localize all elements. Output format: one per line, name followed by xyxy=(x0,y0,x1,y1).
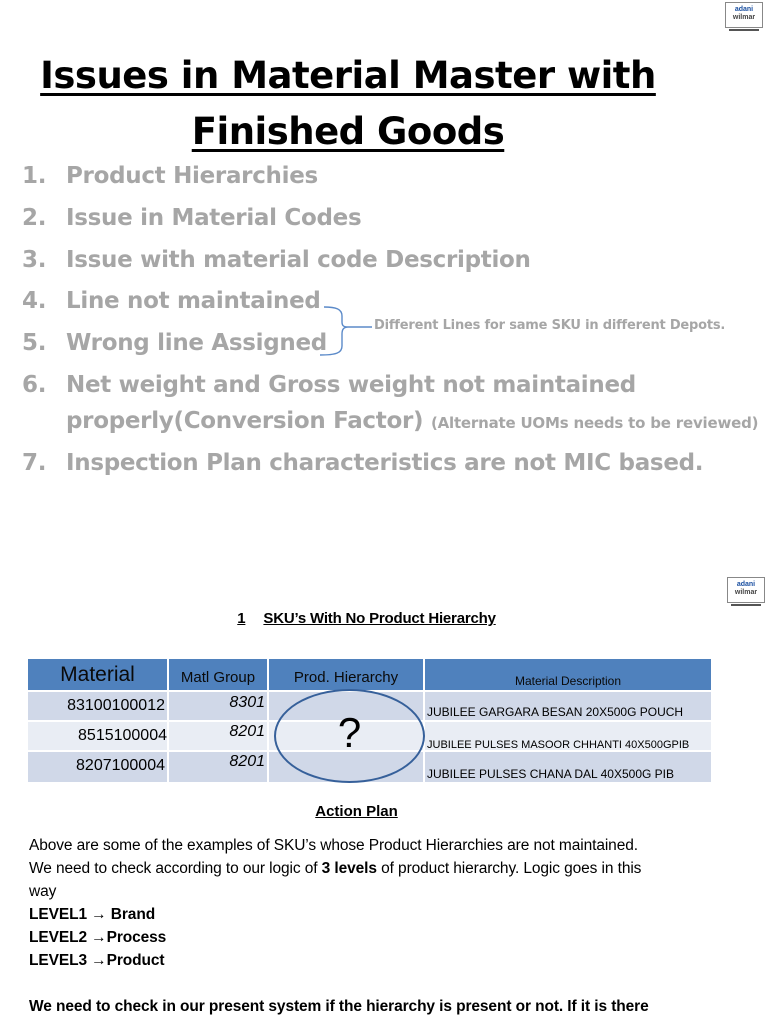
issue-number: 7. xyxy=(22,450,47,476)
issue-number: 3. xyxy=(22,247,47,273)
logo-line2: wilmar xyxy=(732,14,756,21)
section-heading xyxy=(0,610,733,627)
action-plan-line: We need to check according to our logic of 3 levels of product hierarchy. Logic goes in this xyxy=(29,860,642,877)
issue-note: (Alternate UOMs needs to be reviewed) xyxy=(430,414,759,432)
action-plan-heading: Action Plan xyxy=(315,803,398,820)
logo-line1: adani xyxy=(736,581,756,588)
level-item: LEVEL3 →Product xyxy=(29,952,165,969)
issue-text-continued: properly(Conversion Factor) xyxy=(66,408,424,434)
adani-wilmar-logo xyxy=(727,577,765,603)
action-plan-line: Above are some of the examples of SKU’s whose Product Hierarchies are not maintained. xyxy=(29,837,638,854)
issue-text: Net weight and Gross weight not maintained xyxy=(66,372,636,398)
table-header-row xyxy=(28,659,711,690)
column-header: Material xyxy=(28,659,169,690)
action-plan-final-line: We need to check in our present system if the hierarchy is present or not. If it is there xyxy=(29,998,649,1015)
description-cell: JUBILEE PULSES CHANA DAL 40X500G PIB xyxy=(427,767,675,781)
missing-hierarchy-marker: ? xyxy=(337,709,362,756)
matl-group-cell: 8201 xyxy=(169,722,269,750)
issue-text: Issue in Material Codes xyxy=(66,205,362,231)
issue-number: 4. xyxy=(22,288,47,314)
logo-line2: wilmar xyxy=(734,589,758,596)
column-header: Matl Group xyxy=(169,659,269,690)
issue-text: Wrong line Assigned xyxy=(66,330,327,356)
action-plan-line: way xyxy=(29,883,57,900)
section-number: 1 xyxy=(237,610,246,627)
issue-number: 5. xyxy=(22,330,47,356)
material-cell: 8515100004 xyxy=(28,722,169,750)
level-item: LEVEL2 →Process xyxy=(29,929,167,946)
issue-text: Issue with material code Description xyxy=(66,247,531,273)
description-cell: JUBILEE GARGARA BESAN 20X500G POUCH xyxy=(427,705,684,719)
brace-note: Different Lines for same SKU in different Depots. xyxy=(374,318,726,333)
matl-group-cell: 8201 xyxy=(169,752,269,782)
issue-number: 6. xyxy=(22,372,47,398)
material-cell: 83100100012 xyxy=(28,692,169,720)
level-item: LEVEL1 → Brand xyxy=(29,906,156,923)
issue-number: 2. xyxy=(22,205,47,231)
title-line1: Issues in Material Master with xyxy=(40,54,656,97)
logo-line1: adani xyxy=(734,6,754,13)
logo-underline xyxy=(731,604,761,606)
curly-brace-icon xyxy=(318,304,374,358)
material-cell: 8207100004 xyxy=(28,752,169,782)
issue-text: Inspection Plan characteristics are not MIC based. xyxy=(66,450,704,476)
issue-text: Line not maintained xyxy=(66,288,321,314)
description-cell: JUBILEE PULSES MASOOR CHHANTI 40X500GPIB xyxy=(427,739,690,750)
title-line2: Finished Goods xyxy=(191,110,505,153)
section-title: SKU’s With No Product Hierarchy xyxy=(263,610,496,627)
issue-number: 1. xyxy=(22,163,47,189)
column-header: Material Description xyxy=(514,674,622,688)
issues-list xyxy=(0,0,768,500)
issue-text: Product Hierarchies xyxy=(66,163,318,189)
matl-group-cell: 8301 xyxy=(169,692,269,720)
column-header: Prod. Hierarchy xyxy=(269,659,425,690)
